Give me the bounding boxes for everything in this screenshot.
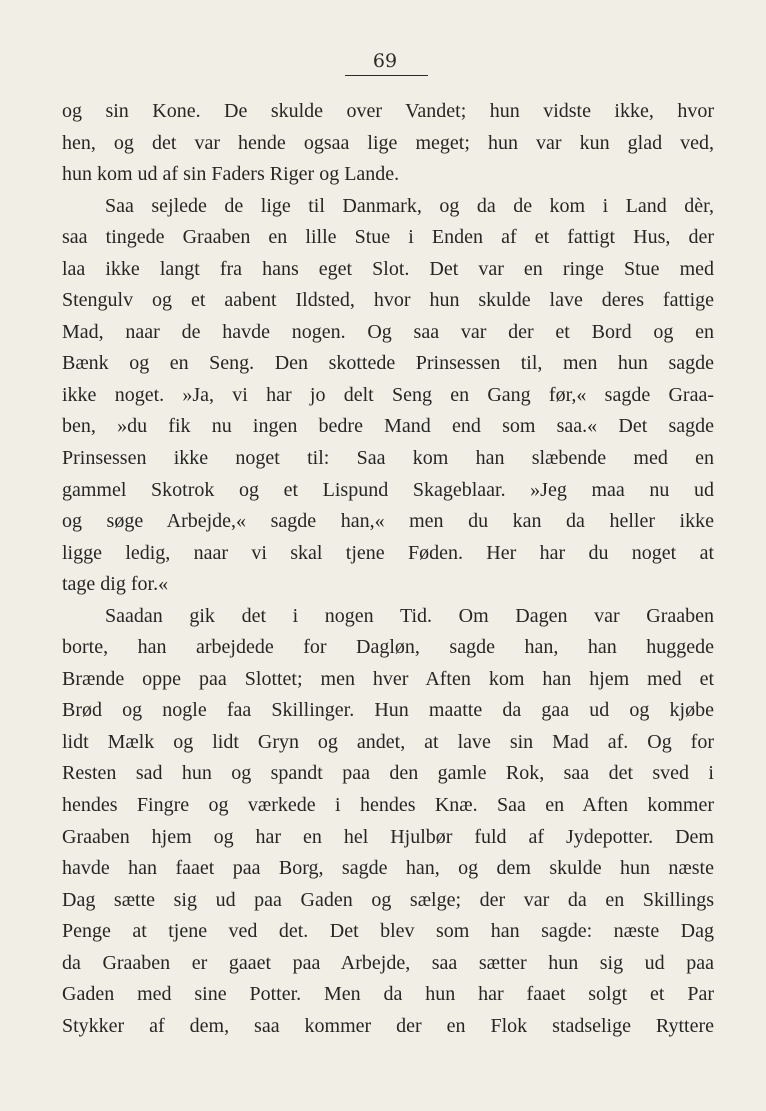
text-line: hun kom ud af sin Faders Riger og Lande. <box>62 163 400 186</box>
text-line: Saadan gik det i nogen Tid. Om Dagen var Graaben <box>105 604 714 627</box>
paragraph-3 <box>62 601 714 1043</box>
text-line: gammel Skotrok og et Lispund Skageblaar. »Jeg maa nu ud <box>62 478 714 501</box>
text-line: lidt Mælk og lidt Gryn og andet, at lave sin Mad af. Og for <box>62 730 714 753</box>
text-line: saa tingede Graaben en lille Stue i Enden af et fattigt Hus, der <box>62 226 714 249</box>
text-line: borte, han arbejdede for Dagløn, sagde han, han huggede <box>62 636 714 659</box>
page-number-rule <box>345 75 428 76</box>
text-line: Dag sætte sig ud paa Gaden og sælge; der var da en Skillings <box>62 888 714 911</box>
paragraph-2 <box>62 191 714 601</box>
text-line: da Graaben er gaaet paa Arbejde, saa sætter hun sig ud paa <box>62 951 714 974</box>
text-line: og sin Kone. De skulde over Vandet; hun vidste ikke, hvor <box>62 100 714 122</box>
text-line: Prinsessen ikke noget til: Saa kom han slæbende med en <box>62 447 714 470</box>
text-line: Mad, naar de havde nogen. Og saa var der et Bord og en <box>62 320 714 343</box>
text-line: Brænde oppe paa Slottet; men hver Aften kom han hjem med et <box>62 667 714 690</box>
text-line: Resten sad hun og spandt paa den gamle Rok, saa det sved i <box>62 762 714 785</box>
text-line: Stykker af dem, saa kommer der en Flok stadselige Ryttere <box>62 1014 714 1037</box>
text-body <box>62 96 714 1042</box>
text-line: Penge at tjene ved det. Det blev som han sagde: næste Dag <box>62 920 714 943</box>
text-line: hen, og det var hende ogsaa lige meget; hun var kun glad ved, <box>62 131 714 154</box>
text-line: Bænk og en Seng. Den skottede Prinsessen til, men hun sagde <box>62 352 714 375</box>
text-line: Graaben hjem og har en hel Hjulbør fuld af Jydepotter. Dem <box>62 825 714 848</box>
paragraph-1 <box>62 96 714 191</box>
text-line: ikke noget. »Ja, vi har jo delt Seng en Gang før,« sagde Graa- <box>62 383 714 406</box>
page-number: 69 <box>372 50 398 72</box>
text-line: laa ikke langt fra hans eget Slot. Det var en ringe Stue med <box>62 257 714 280</box>
text-line: hendes Fingre og værkede i hendes Knæ. Saa en Aften kommer <box>62 794 714 817</box>
text-line: tage dig for.« <box>62 573 169 596</box>
text-line: ligge ledig, naar vi skal tjene Føden. Her har du noget at <box>62 541 714 564</box>
text-line: Saa sejlede de lige til Danmark, og da de kom i Land dèr, <box>105 194 714 217</box>
text-line: Gaden med sine Potter. Men da hun har faaet solgt et Par <box>62 983 714 1006</box>
text-line: ben, »du fik nu ingen bedre Mand end som saa.« Det sagde <box>62 415 714 438</box>
text-line: Stengulv og et aabent Ildsted, hvor hun skulde lave deres fattige <box>62 289 714 312</box>
text-line: og søge Arbejde,« sagde han,« men du kan da heller ikke <box>62 510 714 533</box>
text-line: Brød og nogle faa Skillinger. Hun maatte da gaa ud og kjøbe <box>62 699 714 722</box>
text-line: havde han faaet paa Borg, sagde han, og dem skulde hun næste <box>62 857 714 880</box>
